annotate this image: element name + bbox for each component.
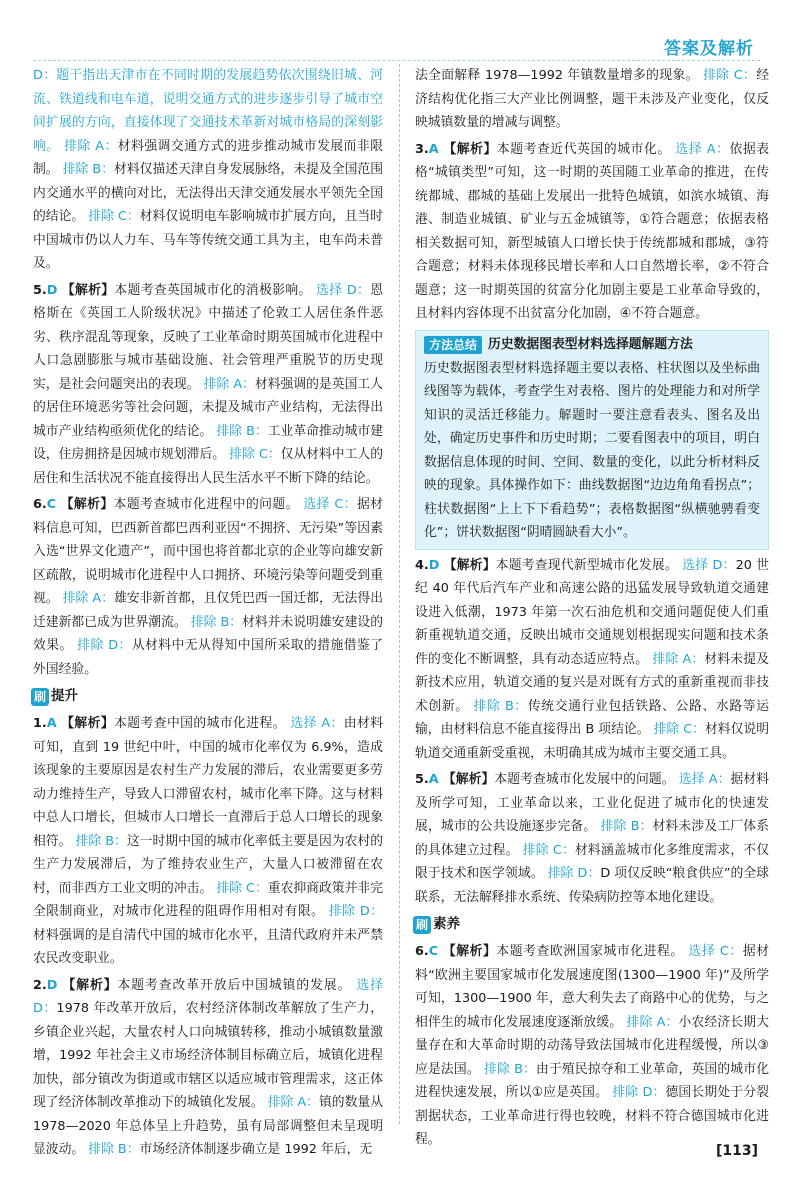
brush-icon: 刷 <box>31 688 49 706</box>
answer-t2-continued: 法全面解释 1978—1992 年镇数量增多的现象。 排除 C：经济结构优化指三大产业比例调整，题干未涉及产业变化，仅反映城镇数量的增减与调整。 <box>415 68 769 130</box>
right-column <box>415 64 769 1152</box>
answer-t3: 3.A 【解析】本题考查近代英国的城市化。 选择 A：依据表格“城镇类型”可知，这一时期的英国随工业革命的推进，在传统都城、郡城的基础上发展出一批特色城镇，如滨水城镇、海港、制造业城镇、矿业与五金城镇等，①符合题意；依据表格相关数据可知，新型城镇人口增长快于传统都城和郡城，③符合题意；材料未体现移民增长率和人口自然增长率，②不符合题意；这一时期英国的贫富分化加剧主要是工业革命导致的，且材料内容体现不出贫富分化加剧，④不符合题意。 <box>415 141 770 321</box>
answer-5: 5.D 【解析】本题考查英国城市化的消极影响。 选择 D：恩格斯在《英国工人阶级状况》中描述了伦敦工人居住条件恶劣、秩序混乱等现象，反映了工业革命时期英国城市化进程中人口急剧膨胀与城市基础设施、社会管理严重脱节的历史现实，是社会问题突出的表现。 排除 A：材料强调的是英国工人的居住环境恶劣等社会问题，未提及城市产业结构，无法得出城市产业结构亟须优化的结论。 排除 B：工业革命推动城市建设，住房拥挤是因城市规划滞后。 排除 C：仅从材料中工人的居住和生活状况不能直接得出人民生活水平不断下降的结论。 <box>33 282 384 486</box>
section-title: 素养 <box>433 916 460 933</box>
answer-t6: 6.C 【解析】本题考查欧洲国家城市化进程。 选择 C：据材料“欧洲主要国家城市化发展速度图(1300—1900 年)”及所学可知，1300—1900 年，意大利失去了商路中心的优势，与之相伴生的城市化发展速度逐渐放缓。 排除 A：小农经济长期大量存在和大革命时期的动荡导致法国城市化进程缓慢，所以③应是法国。 排除 B：由于殖民掠夺和工业革命，英国的城市化进程快速发展，所以①应是英国。 排除 D：德国长期处于分裂割据状态，工业革命进行得也较晚，材料不符合德国城市化进程。 <box>415 944 770 1147</box>
column-divider <box>399 64 400 1124</box>
section-suyang <box>413 913 769 937</box>
answer-t2: 2.D 【解析】本题考查改革开放后中国城镇的发展。 选择 D：1978 年改革开放后，农村经济体制改革解放了生产力，乡镇企业兴起，大量农村人口向城镇转移，推动小城镇数量激增，1992 年社会主义市场经济体制目标确立后，城镇化进程加快，部分镇改为街道或市辖区以适应城市管理需求，这正体现了经济体制改革推动下的城镇化发展。 排除 A：镇的数量从 1978—2020 年总体呈上升趋势，虽有局部调整但未呈现明显波动。 排除 B：市场经济体制逐步确立是 1992 年后，无 <box>33 977 384 1157</box>
answer-t4: 4.D 【解析】本题考查现代新型城市化发展。 选择 D：20 世纪 40 年代后汽车产业和高速公路的迅猛发展导致轨道交通建设进入低潮，1973 年第一次石油危机和交通问题促使人们重新重视轨道交通，反映出城市交通规划根据现实问题和技术条件的变化不断调整，具有动态适应特点。 排除 A：材料未提及新技术应用，轨道交通的复兴是对既有方式的重新重视而非技术创新。 排除 B：传统交通行业包括铁路、公路、水路等运输，由材料信息不能直接得出 B 项结论。 排除 C：材料仅说明轨道交通重新受重视，未明确其成为城市主要交通工具。 <box>415 557 770 761</box>
answer-t1: 1.A 【解析】本题考查中国的城市化进程。 选择 A：由材料可知，直到 19 世纪中叶，中国的城市化率仅为 6.9%，造成该现象的主要原因是农村生产力发展的滞后，农业需要更多劳动力维持生产，导致人口滞留农村，城市化率下降。这与材料中总人口增长，但城市人口增长一直滞后于总人口增长的现象相符。 排除 B：这一时期中国的城市化率低主要是因为农村的生产力发展滞后，为了维持农业生产，大量人口被滞留在农村，而非西方工业文明的冲击。 排除 C：重农抑商政策并非完全限制商业，对城市化进程的阻碍作用相对有限。 排除 D：材料强调的是自清代中国的城市化水平，且清代政府并未严禁农民改变职业。 <box>33 716 384 966</box>
answer-6: 6.C 【解析】本题考查城市化进程中的问题。 选择 C：据材料信息可知，巴西新首都巴西利亚因“不拥挤、无污染”等因素入选“世界文化遗产”，而中国也将首都北京的企业等向雄安新区疏散，说明城市化进程中人口拥挤、环境污染等问题受到重视。 排除 A：雄安非新首都，且仅凭巴西一国迁都，无法得出迁建新都已成为世界潮流。 排除 B：材料并未说明雄安建设的效果。 排除 D：从材料中无从得知中国所采取的措施借鉴了外国经验。 <box>33 497 384 677</box>
method-heading: 历史数据图表型材料选择题解题方法 <box>488 336 693 352</box>
left-column <box>33 64 383 1162</box>
method-body: 历史数据图表型材料选择题主要以表格、柱状图以及坐标曲线图等为载体，考查学生对表格、图片的处理能力和对所学知识的灵活迁移能力。解题时一要注意看表头、图名及出处，确定历史事件和历史时期；二要看图表中的项目，明白数据信息体现的时间、空间、数量的变化，以此分析材料反映的现象。具体操作如下：曲线数据图“边边角角看拐点”；柱状数据图“上上下下看趋势”；表格数据图“纵横驰骋看变化”；饼状数据图“阴晴圆缺看大小”。 <box>424 360 760 540</box>
page-number: [113] <box>715 1143 758 1159</box>
answer-t5: 5.A 【解析】本题考查城市化发展中的问题。 选择 A：据材料及所学可知，工业革命以来，工业化促进了城市化的快速发展，城市的公共设施逐步完备。 排除 B：材料未涉及工厂体系的具体建立过程。 排除 C：材料涵盖城市化多维度需求，不仅限于技术和医学领域。 排除 D：D 项仅反映“粮食供应”的全球联系，无法解释排水系统、传染病防控等本地化建设。 <box>415 772 770 905</box>
header-divider <box>33 60 760 61</box>
section-tisheng <box>31 685 383 709</box>
answer-4-continued: D：题干指出天津市在不同时期的发展趋势依次围绕旧城、河流、铁道线和电车道，说明交通方式的进步逐步引导了城市空间扩展的方向，直接体现了交通技术革新对城市格局的深刻影响。 排除 A：材料强调交通方式的进步推动城市发展而非限制。 排除 B：材料仅描述天津自身发展脉络，未提及全国范围内交通水平的横向对比，无法得出天津交通发展水平领先全国的结论。 排除 C：材料仅说明电车影响城市扩展方向，且当时中国城市仍以人力车、马车等传统交通工具为主，电车尚未普及。 <box>33 68 384 271</box>
page-header-title: 答案及解析 <box>664 39 754 59</box>
brush-icon: 刷 <box>413 916 431 934</box>
method-tag: 方法总结 <box>424 336 482 354</box>
section-title: 提升 <box>51 688 78 705</box>
method-summary-box <box>415 330 769 550</box>
